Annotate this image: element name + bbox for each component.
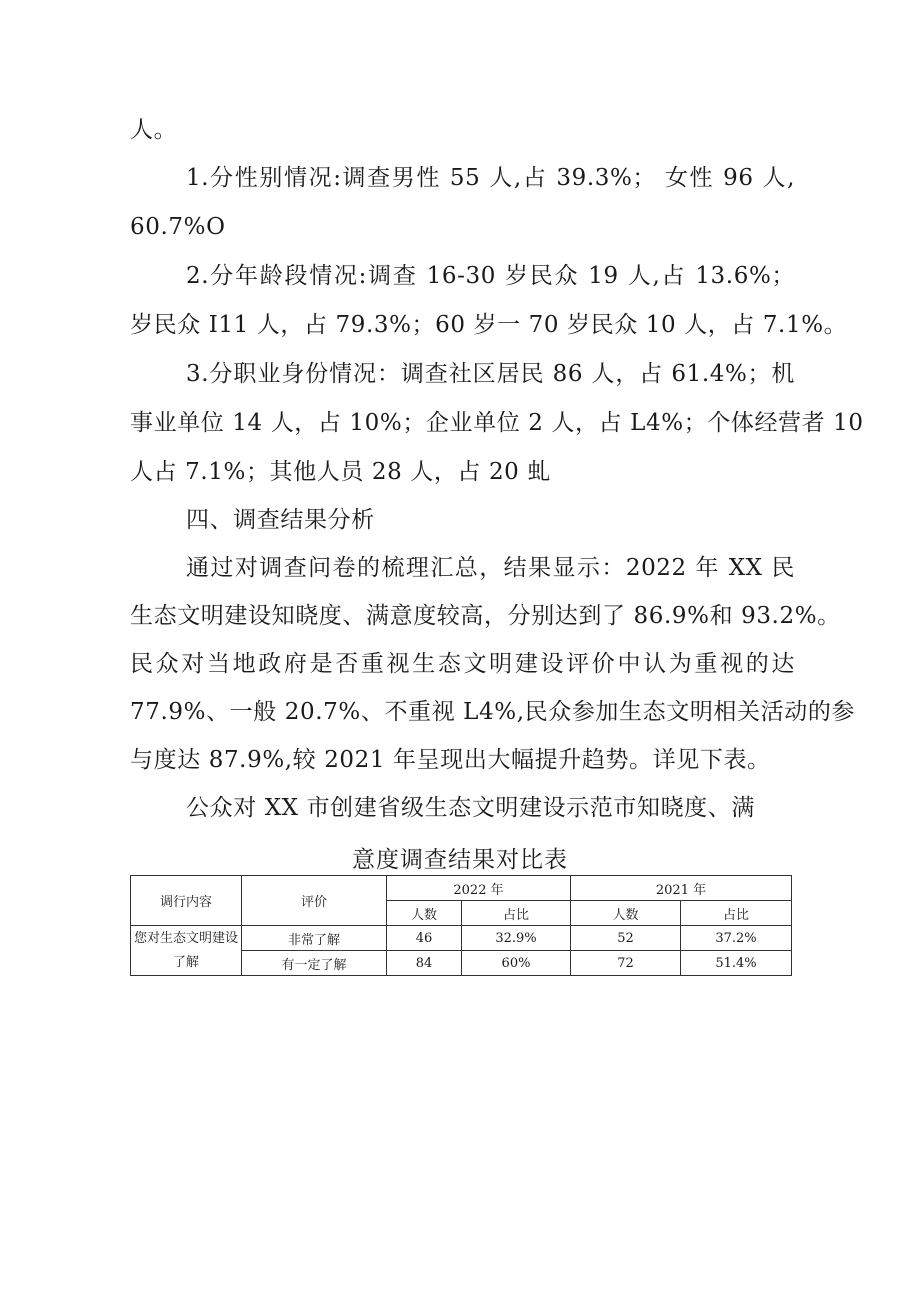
- header-year-2022: 2022 年: [387, 876, 571, 901]
- section-heading: 四、调查结果分析: [186, 507, 375, 533]
- count-2021-cell: 52: [571, 926, 681, 951]
- text-line-13: 77.9%、一般 20.7%、不重视 L4%,民众参加生态文明相关活动的参: [130, 699, 856, 725]
- text-line-7: 事业单位 14 人，占 10%；企业单位 2 人，占 L4%；个体经营者 10: [130, 410, 864, 436]
- text-line-14: 与度达 87.9%,较 2021 年呈现出大幅提升趋势。详见下表。: [130, 747, 771, 773]
- ratio-2021-cell: 51.4%: [681, 951, 792, 976]
- header-content: 调行内容: [131, 876, 242, 926]
- ratio-2021-cell: 37.2%: [681, 926, 792, 951]
- text-line-4: 2.分年龄段情况:调查 16-30 岁民众 19 人,占 13.6%；: [186, 263, 795, 289]
- header-ratio-2021: 占比: [681, 901, 792, 926]
- header-count-2021: 人数: [571, 901, 681, 926]
- text-line-10: 通过对调查问卷的梳理汇总，结果显示：2022 年 XX 民: [186, 555, 795, 581]
- ratio-2022-cell: 32.9%: [462, 926, 571, 951]
- text-line-1: 人。: [130, 117, 178, 143]
- table-row: [131, 926, 792, 951]
- header-count-2022: 人数: [387, 901, 462, 926]
- table-header-row: [131, 876, 792, 901]
- text-line-12: 民众对当地政府是否重视生态文明建设评价中认为重视的达: [130, 651, 795, 677]
- text-line-8: 人占 7.1%；其他人员 28 人，占 20 虬: [130, 459, 551, 485]
- header-rating: 评价: [242, 876, 387, 926]
- text-line-3: 60.7%O: [130, 214, 226, 240]
- header-year-2021: 2021 年: [571, 876, 792, 901]
- text-line-6: 3.分职业身份情况：调查社区居民 86 人，占 61.4%；机: [186, 361, 795, 387]
- count-2022-cell: 84: [387, 951, 462, 976]
- topic-cell: [131, 926, 242, 976]
- table-caption: 意度调查结果对比表: [352, 847, 568, 873]
- topic-text: 您对生态文明建设了解: [133, 930, 238, 970]
- rating-cell: 非常了解: [242, 926, 387, 951]
- count-2022-cell: 46: [387, 926, 462, 951]
- table-title-line-1: 公众对 XX 市创建省级生态文明建设示范市知晓度、满: [186, 795, 755, 821]
- rating-cell: 有一定了解: [242, 951, 387, 976]
- header-ratio-2022: 占比: [462, 901, 571, 926]
- ratio-2022-cell: 60%: [462, 951, 571, 976]
- text-line-5: 岁民众 I11 人，占 79.3%；60 岁一 70 岁民众 10 人，占 7.1%。: [130, 312, 848, 338]
- comparison-table: [130, 875, 792, 976]
- count-2021-cell: 72: [571, 951, 681, 976]
- text-line-2: 1.分性别情况:调查男性 55 人,占 39.3%； 女性 96 人,: [186, 165, 795, 191]
- text-line-11: 生态文明建设知晓度、满意度较高，分别达到了 86.9%和 93.2%。: [130, 603, 841, 629]
